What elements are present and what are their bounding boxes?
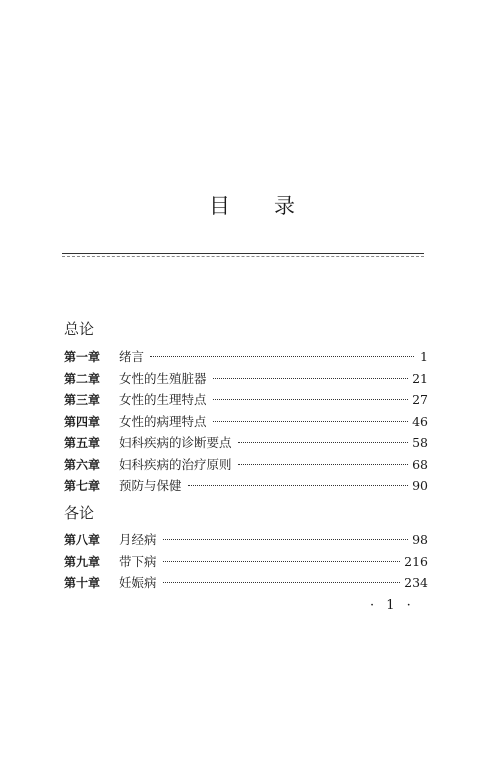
page-ref: 216 <box>404 553 428 569</box>
leader-dots <box>238 441 409 443</box>
toc-list-specific <box>64 530 428 595</box>
leader-dots <box>213 420 409 422</box>
page-ref: 68 <box>412 456 428 472</box>
chapter-title: 女性的生殖脏器 <box>119 370 207 386</box>
page-ref: 21 <box>412 370 428 386</box>
title-divider <box>62 253 424 254</box>
chapter-title: 妇科疾病的诊断要点 <box>119 435 232 450</box>
page-ref: 1 <box>420 349 428 364</box>
toc-list-general <box>64 347 428 498</box>
leader-dots <box>213 398 409 400</box>
page-ref: 46 <box>412 413 428 429</box>
leader-dots <box>150 355 414 357</box>
chapter-number: 第四章 <box>64 414 101 429</box>
leader-dots <box>163 581 401 583</box>
chapter-title: 妊娠病 <box>119 575 157 590</box>
leader-dots <box>163 538 409 540</box>
toc-entry[interactable] <box>64 347 428 369</box>
chapter-number: 第一章 <box>64 350 101 364</box>
toc-entry[interactable] <box>64 390 428 412</box>
toc-entry[interactable] <box>64 412 428 434</box>
toc-entry[interactable] <box>64 530 428 552</box>
title-char-2: 录 <box>274 194 295 218</box>
toc-entry[interactable] <box>64 476 428 498</box>
title-divider-shadow <box>62 256 424 257</box>
toc-entry[interactable] <box>64 573 428 595</box>
section-heading-specific: 各论 <box>64 504 95 522</box>
page-ref: 90 <box>412 478 428 493</box>
page-number: · 1 · <box>370 598 415 613</box>
section-heading-general: 总论 <box>64 320 95 338</box>
chapter-number: 第六章 <box>64 457 101 472</box>
toc-entry[interactable] <box>64 552 428 574</box>
chapter-number: 第十章 <box>64 576 101 590</box>
chapter-title: 带下病 <box>119 553 157 569</box>
page-ref: 234 <box>404 575 428 590</box>
title-char-1: 目 <box>209 194 230 218</box>
chapter-title: 绪言 <box>119 349 145 364</box>
chapter-number: 第二章 <box>64 371 101 386</box>
chapter-number: 第八章 <box>64 533 101 547</box>
chapter-title: 月经病 <box>119 532 157 547</box>
chapter-number: 第九章 <box>64 554 101 569</box>
leader-dots <box>163 560 401 562</box>
page-ref: 98 <box>412 532 428 547</box>
chapter-title: 妇科疾病的治疗原则 <box>119 456 232 472</box>
page-ref: 27 <box>412 392 428 407</box>
chapter-number: 第七章 <box>64 479 101 493</box>
chapter-title: 女性的生理特点 <box>119 392 207 407</box>
leader-dots <box>238 463 409 465</box>
chapter-number: 第五章 <box>64 436 101 450</box>
toc-entry[interactable] <box>64 369 428 391</box>
chapter-title: 女性的病理特点 <box>119 413 207 429</box>
leader-dots <box>188 484 409 486</box>
page-ref: 58 <box>412 435 428 450</box>
page-title <box>0 190 504 220</box>
toc-entry[interactable] <box>64 455 428 477</box>
chapter-number: 第三章 <box>64 393 101 407</box>
chapter-title: 预防与保健 <box>119 478 182 493</box>
toc-entry[interactable] <box>64 433 428 455</box>
leader-dots <box>213 377 409 379</box>
